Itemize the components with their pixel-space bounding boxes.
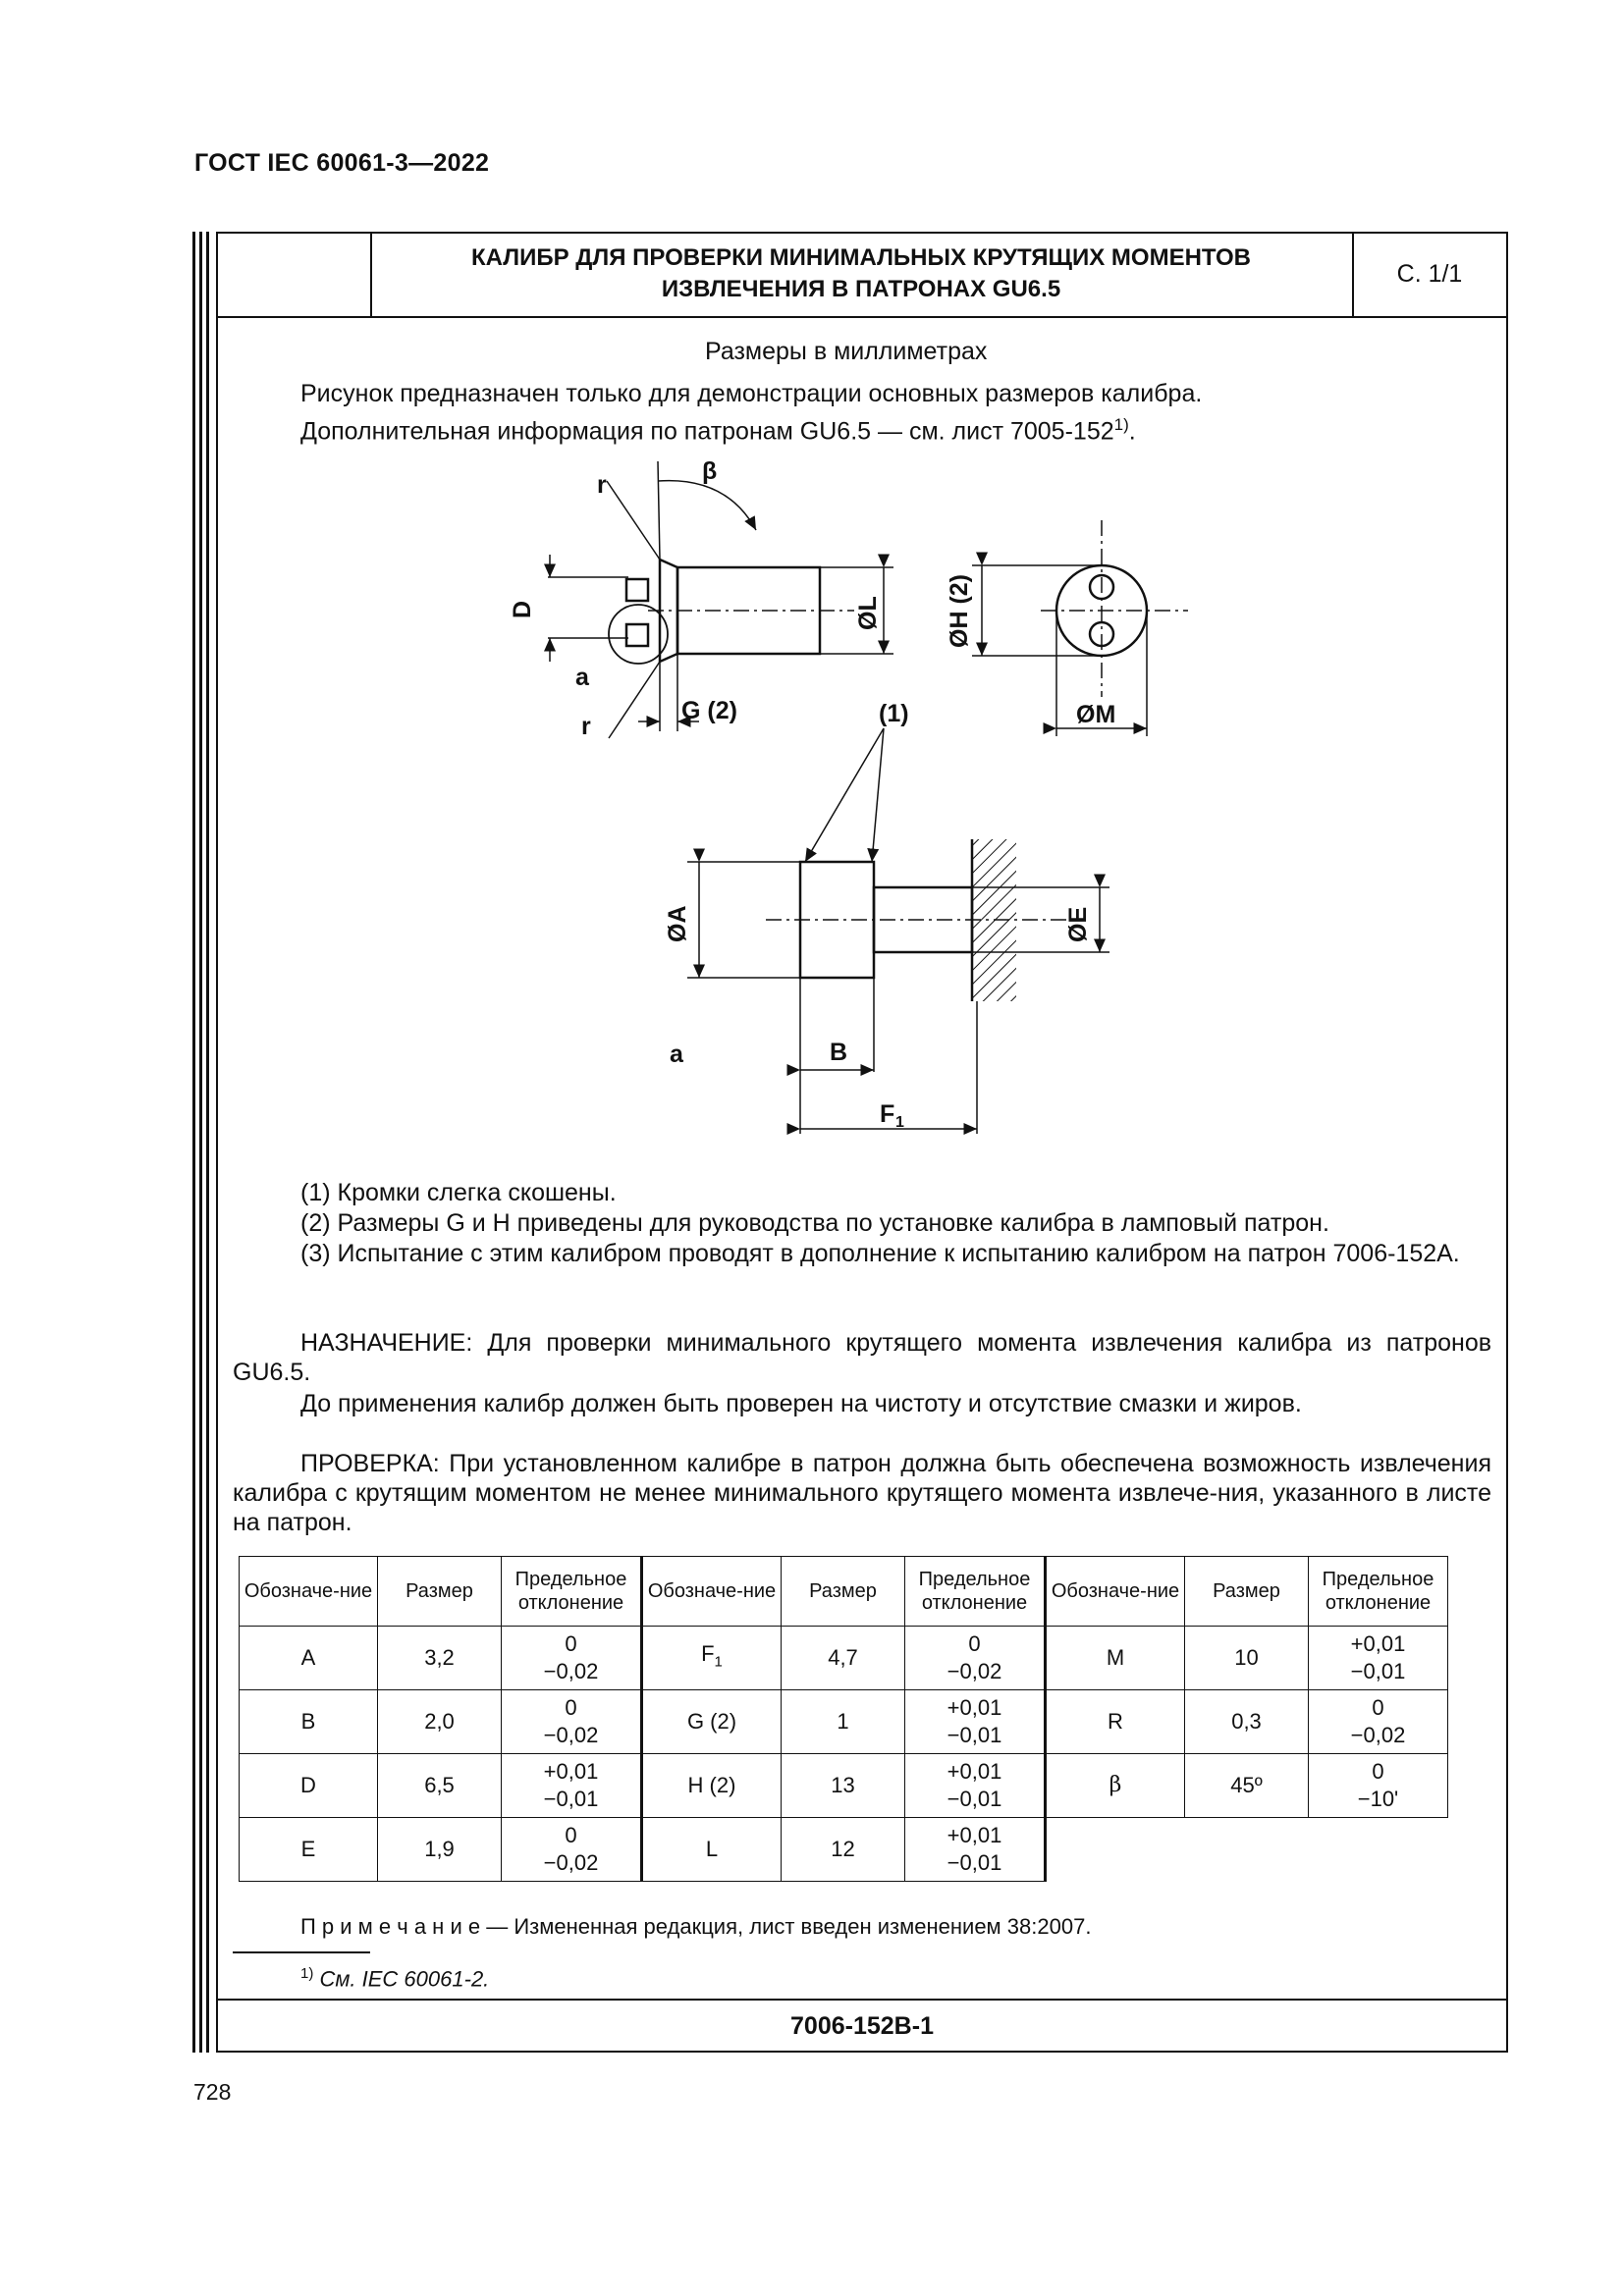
label-r-top: r (597, 471, 607, 499)
cell-size: 4,7 (782, 1627, 905, 1690)
cell-size: 6,5 (378, 1754, 502, 1818)
cell-tolerance (502, 1690, 642, 1754)
page-ref: С. 1/1 (1396, 259, 1463, 288)
cell-symbol: G (2) (642, 1690, 782, 1754)
label-beta: β (702, 457, 718, 485)
cell-tolerance (1309, 1754, 1448, 1818)
table-row (240, 1690, 1448, 1754)
tol-lower: −0,01 (947, 1850, 1002, 1875)
title-empty-cell (216, 232, 372, 316)
sheet-title-line1: КАЛИБР ДЛЯ ПРОВЕРКИ МИНИМАЛЬНЫХ КРУТЯЩИХ МОМЕНТОВ (470, 244, 1251, 271)
cell-tolerance (905, 1754, 1046, 1818)
cell-symbol: D (240, 1754, 378, 1818)
tol-lower: −0,02 (543, 1850, 599, 1875)
intro-line-2 (300, 410, 1136, 446)
note-1: (1) Кромки слегка скошены. (300, 1179, 617, 1206)
tol-upper: +0,01 (1350, 1631, 1406, 1656)
note-label: П р и м е ч а н и е (300, 1914, 481, 1939)
tol-lower: −0,01 (947, 1787, 1002, 1811)
cell-size: 3,2 (378, 1627, 502, 1690)
table-header-row (240, 1557, 1448, 1627)
beta-arc (658, 481, 756, 530)
tol-upper: +0,01 (947, 1823, 1002, 1847)
cleaning-text: До применения калибр должен быть проверен на чистоту и отсутствие смазки и жиров. (300, 1390, 1302, 1417)
cell-symbol: A (240, 1627, 378, 1690)
tol-lower: −0,01 (947, 1723, 1002, 1747)
label-H: ØH (2) (946, 574, 973, 648)
leader-1a (805, 728, 884, 862)
label-note-1: (1) (879, 700, 909, 727)
cell-size: 12 (782, 1818, 905, 1882)
table-row (240, 1754, 1448, 1818)
tol-upper: 0 (565, 1823, 577, 1847)
cell-tolerance (905, 1818, 1046, 1882)
empty-cell (1309, 1818, 1448, 1882)
intro-line-1: Рисунок предназначен только для демонстрации основных размеров калибра. (300, 380, 1203, 407)
label-B: B (830, 1039, 848, 1066)
empty-cell (1185, 1818, 1309, 1882)
header-size: Размер (1185, 1557, 1309, 1627)
footnote-mark: 1) (300, 1965, 314, 1982)
label-r-bottom: r (581, 713, 591, 740)
cell-tolerance (1309, 1627, 1448, 1690)
contact-pin-bottom (626, 624, 648, 646)
sheet-title (370, 232, 1354, 316)
header-tolerance: Предельное отклонение (502, 1557, 642, 1627)
cell-size: 10 (1185, 1627, 1309, 1690)
sheet-number: 7006-152B-1 (216, 1999, 1508, 2053)
header-symbol: Обозначе-ние (1046, 1557, 1185, 1627)
check-text: ПРОВЕРКА: При установленном калибре в патрон должна быть обеспечена возможность извлечения калибра с крутящим моментом не менее минимального крутящего момента извлече-ния, указанного в листе на патрон. (233, 1450, 1491, 1536)
leader-r-top (607, 481, 660, 560)
footnote-rule (233, 1951, 370, 1953)
cell-size: 13 (782, 1754, 905, 1818)
symbol-text: F (701, 1640, 715, 1666)
label-G: G (2) (681, 697, 737, 724)
cell-tolerance (905, 1627, 1046, 1690)
cell-symbol: R (1046, 1690, 1185, 1754)
cell-symbol: L (642, 1818, 782, 1882)
tol-lower: −0,02 (1350, 1723, 1406, 1747)
cell-symbol: β (1046, 1754, 1185, 1818)
cell-size: 1,9 (378, 1818, 502, 1882)
table-row (240, 1627, 1448, 1690)
change-note (300, 1912, 1091, 1942)
tol-upper: 0 (1372, 1759, 1384, 1784)
header-size: Размер (378, 1557, 502, 1627)
tol-lower: −0,02 (543, 1723, 599, 1747)
cell-symbol: B (240, 1690, 378, 1754)
label-F-sub: 1 (895, 1114, 904, 1131)
binding-line (192, 232, 195, 2053)
tol-upper: 0 (565, 1631, 577, 1656)
dimension-table (239, 1556, 1448, 1882)
tol-upper: +0,01 (947, 1759, 1002, 1784)
label-D: D (509, 600, 536, 618)
cell-symbol: H (2) (642, 1754, 782, 1818)
tol-upper: +0,01 (947, 1695, 1002, 1720)
label-M: ØM (1076, 701, 1116, 728)
header-symbol: Обозначе-ние (642, 1557, 782, 1627)
cell-size: 1 (782, 1690, 905, 1754)
purpose-text: НАЗНАЧЕНИЕ: Для проверки минимального крутящего момента извлечения калибра из патронов GU6.5. (233, 1329, 1491, 1386)
cell-tolerance (502, 1754, 642, 1818)
tol-upper: 0 (968, 1631, 981, 1656)
sheet-title-line2: ИЗВЛЕЧЕНИЯ В ПАТРОНАХ GU6.5 (661, 276, 1061, 302)
note-text: — Измененная редакция, лист введен изменением 38:2007. (480, 1914, 1092, 1939)
leader-1b (872, 728, 884, 862)
header-tolerance: Предельное отклонение (1309, 1557, 1448, 1627)
cell-symbol (642, 1627, 782, 1690)
cell-size: 0,3 (1185, 1690, 1309, 1754)
page-number: 728 (193, 2079, 232, 2105)
cell-tolerance (502, 1627, 642, 1690)
beta-ref (658, 461, 660, 560)
cell-symbol: E (240, 1818, 378, 1882)
binding-line (199, 232, 202, 2053)
cell-size: 45º (1185, 1754, 1309, 1818)
label-E: ØE (1064, 906, 1092, 942)
document-id: ГОСТ IEC 60061-3—2022 (194, 149, 490, 177)
leader-r-bottom (609, 662, 660, 738)
note-2: (2) Размеры G и H приведены для руководства по установке калибра в ламповый патрон. (300, 1209, 1329, 1237)
tol-lower: −0,02 (947, 1659, 1002, 1683)
technical-drawing (491, 452, 1237, 1158)
tol-upper: 0 (1372, 1695, 1384, 1720)
label-L: ØL (854, 596, 882, 630)
table-row (240, 1818, 1448, 1882)
label-a-gauge: a (670, 1041, 683, 1068)
footnote (300, 1959, 489, 1994)
cell-tolerance (502, 1818, 642, 1882)
tol-lower: −10' (1357, 1787, 1399, 1811)
footnote-ref: 1) (1113, 415, 1129, 434)
note-3: (3) Испытание с этим калибром проводят в дополнение к испытанию калибром на патрон 7006-152A. (300, 1240, 1460, 1267)
title-block (216, 232, 1508, 318)
header-size: Размер (782, 1557, 905, 1627)
header-symbol: Обозначе-ние (240, 1557, 378, 1627)
footnote-text: См. IEC 60061-2. (313, 1966, 490, 1992)
label-F: F (880, 1100, 895, 1128)
cell-tolerance (905, 1690, 1046, 1754)
binding-line (206, 232, 209, 2053)
tol-upper: +0,01 (543, 1759, 599, 1784)
header-tolerance: Предельное отклонение (905, 1557, 1046, 1627)
cell-size: 2,0 (378, 1690, 502, 1754)
cell-symbol: M (1046, 1627, 1185, 1690)
cell-tolerance (1309, 1690, 1448, 1754)
intro-end: . (1128, 417, 1136, 446)
label-a: a (575, 664, 589, 691)
units-caption: Размеры в миллиметрах (705, 338, 988, 365)
tol-lower: −0,02 (543, 1659, 599, 1683)
label-A: ØA (664, 905, 691, 942)
symbol-sub: 1 (714, 1653, 723, 1671)
tol-lower: −0,01 (543, 1787, 599, 1811)
tol-lower: −0,01 (1350, 1659, 1406, 1683)
intro-text: Дополнительная информация по патронам GU6.5 — см. лист 7005-152 (300, 417, 1114, 446)
contact-pin-top (626, 579, 648, 601)
tol-upper: 0 (565, 1695, 577, 1720)
empty-cell (1046, 1818, 1185, 1882)
